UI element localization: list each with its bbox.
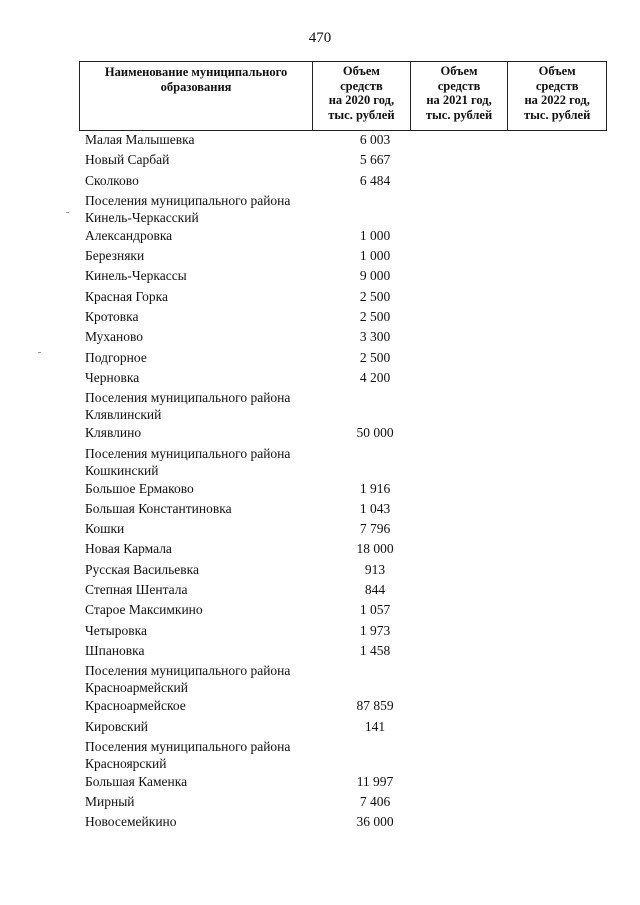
scan-mark xyxy=(66,212,69,213)
row-name: Мирный xyxy=(85,794,135,810)
table-row xyxy=(85,622,607,639)
row-value-2020: 2 500 xyxy=(359,309,391,325)
row-value-2020: 1 057 xyxy=(359,602,391,618)
row-value-2020: 1 000 xyxy=(359,227,391,243)
row-value-2020: 913 xyxy=(364,561,386,577)
table-row xyxy=(85,349,607,366)
row-name: Красная Горка xyxy=(85,288,169,304)
row-value-2020: 1 000 xyxy=(359,248,391,264)
row-name: Русская Васильевка xyxy=(85,561,199,577)
header-2022-line: тыс. рублей xyxy=(524,107,591,122)
header-name-column xyxy=(80,62,313,130)
row-name: Новосемейкино xyxy=(85,814,177,830)
row-name: Поселения муниципального района Красноармейский xyxy=(85,663,291,696)
row-name: Черновка xyxy=(85,369,140,385)
row-value-2020: 1 043 xyxy=(359,500,391,516)
row-name: Четыровка xyxy=(85,622,147,638)
group-header-row xyxy=(85,445,607,479)
header-2020-line: средств xyxy=(340,78,383,93)
table-row xyxy=(85,500,607,517)
header-2022-line: средств xyxy=(535,78,579,93)
table-row xyxy=(85,718,607,735)
group-header-row xyxy=(85,738,607,772)
row-name: Кротовка xyxy=(85,309,139,325)
row-value-2020: 1 973 xyxy=(359,622,391,638)
table-row xyxy=(85,601,607,618)
row-value-2020: 844 xyxy=(364,582,386,598)
row-name: Степная Шентала xyxy=(85,582,188,598)
group-header-row xyxy=(85,662,607,696)
table-row xyxy=(85,773,607,790)
table-row xyxy=(85,540,607,557)
table-row xyxy=(85,793,607,810)
row-name: Большая Константиновка xyxy=(85,500,232,516)
row-value-2020: 18 000 xyxy=(356,541,394,557)
row-value-2020: 3 300 xyxy=(359,329,391,345)
row-value-2020: 7 796 xyxy=(359,521,391,537)
table-row xyxy=(85,369,607,386)
row-name: Сколково xyxy=(85,172,139,188)
group-header-row xyxy=(85,192,607,226)
row-value-2020: 141 xyxy=(364,718,386,734)
row-value-2020: 1 916 xyxy=(359,480,391,496)
row-value-2020: 87 859 xyxy=(356,698,394,714)
row-value-2020: 2 500 xyxy=(359,349,391,365)
header-2020-line: тыс. рублей xyxy=(328,107,395,122)
row-name: Большое Ермаково xyxy=(85,480,194,496)
page-number: 470 xyxy=(308,30,332,46)
row-value-2020: 6 484 xyxy=(359,172,391,188)
table-row xyxy=(85,267,607,284)
header-2020-line: на 2020 год, xyxy=(328,93,395,107)
group-header-row xyxy=(85,389,607,423)
row-value-2020: 36 000 xyxy=(356,814,394,830)
row-value-2020: 2 500 xyxy=(359,288,391,304)
row-name: Кировский xyxy=(85,718,149,734)
row-name: Клявлино xyxy=(85,425,142,441)
row-name: Большая Каменка xyxy=(85,773,188,789)
table-row xyxy=(85,288,607,305)
row-name: Березняки xyxy=(85,248,145,264)
table-row xyxy=(85,561,607,578)
table-row xyxy=(85,227,607,244)
row-name: Поселения муниципального района Клявлинский xyxy=(85,390,291,423)
header-name-label: Наименование муниципального образования xyxy=(104,65,288,94)
table-row xyxy=(85,247,607,264)
row-value-2020: 4 200 xyxy=(359,369,391,385)
row-name: Муханово xyxy=(85,329,143,345)
header-2020-line: Объем xyxy=(342,64,380,78)
row-name: Кинель-Черкассы xyxy=(85,268,187,284)
table-row xyxy=(85,480,607,497)
header-2022-column xyxy=(508,62,606,130)
row-value-2020: 1 458 xyxy=(359,642,391,658)
table-row xyxy=(85,813,607,830)
row-value-2020: 6 003 xyxy=(359,132,391,147)
row-name: Поселения муниципального района Кинель-Черкасский xyxy=(85,192,291,225)
table-row xyxy=(85,131,607,148)
table-row xyxy=(85,520,607,537)
table-row xyxy=(85,581,607,598)
table-row xyxy=(85,697,607,714)
row-value-2020: 5 667 xyxy=(359,152,391,168)
header-2021-line: на 2021 год, xyxy=(426,93,492,107)
header-2021-line: средств xyxy=(437,78,481,93)
table-row xyxy=(85,172,607,189)
header-2022-line: на 2022 год, xyxy=(524,93,590,107)
table-header xyxy=(79,61,607,131)
row-name: Новая Кармала xyxy=(85,541,172,557)
header-2020-column xyxy=(313,62,411,130)
row-name: Шпановка xyxy=(85,642,145,658)
scan-mark xyxy=(38,352,41,353)
header-2021-line: тыс. рублей xyxy=(425,107,493,122)
row-name: Подгорное xyxy=(85,349,147,365)
table-row xyxy=(85,642,607,659)
row-value-2020: 11 997 xyxy=(356,773,394,789)
row-value-2020: 9 000 xyxy=(359,268,391,284)
row-name: Малая Малышевка xyxy=(85,132,195,147)
header-2021-line: Объем xyxy=(440,64,478,78)
row-name: Кошки xyxy=(85,521,125,537)
table-row xyxy=(85,151,607,168)
row-value-2020: 7 406 xyxy=(359,794,391,810)
header-2022-line: Объем xyxy=(538,64,576,78)
row-name: Новый Сарбай xyxy=(85,152,170,168)
row-name: Старое Максимкино xyxy=(85,602,203,618)
table-row xyxy=(85,424,607,441)
table-body xyxy=(85,131,607,834)
table-row xyxy=(85,308,607,325)
header-2021-column xyxy=(411,62,509,130)
row-name: Поселения муниципального района Кошкинский xyxy=(85,445,291,478)
table-row xyxy=(85,328,607,345)
row-name: Красноармейское xyxy=(85,698,186,714)
row-name: Александровка xyxy=(85,227,173,243)
row-value-2020: 50 000 xyxy=(356,425,394,441)
row-name: Поселения муниципального района Красноярский xyxy=(85,738,291,771)
